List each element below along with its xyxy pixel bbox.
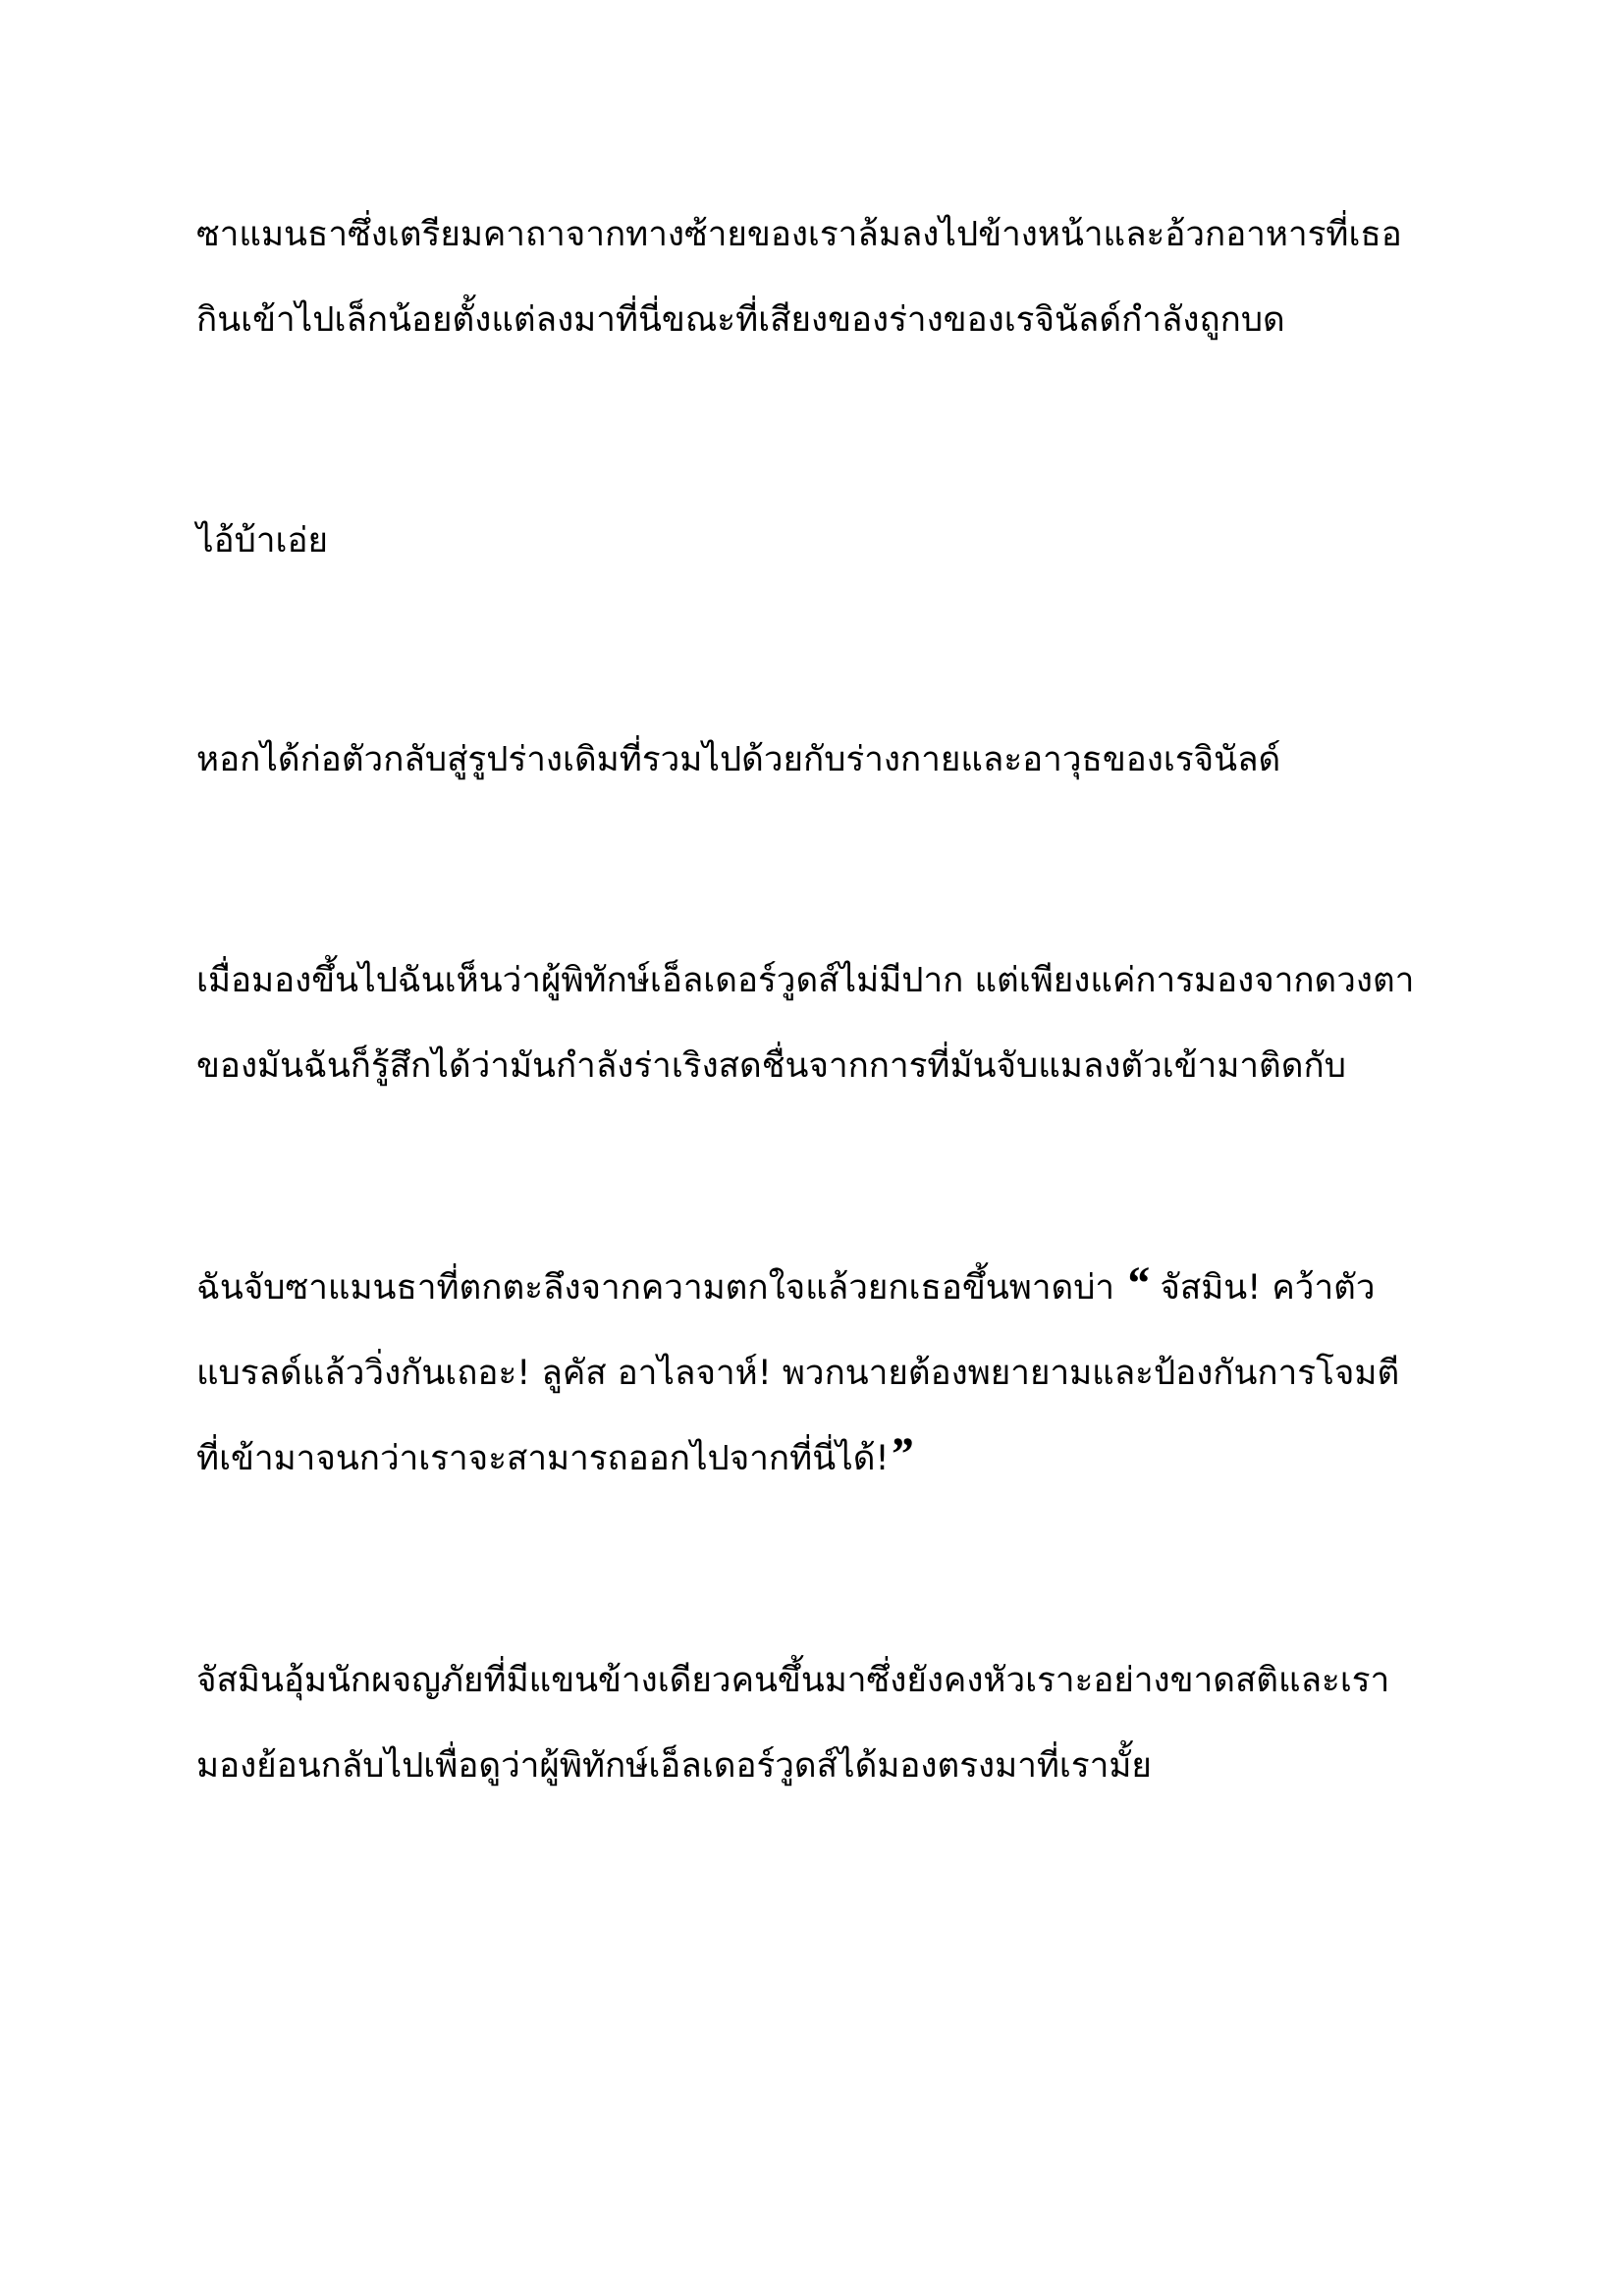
open-quote: “: [1125, 1257, 1150, 1309]
paragraph-1-line-1: ซาแมนธาซึ่งเตรียมคาถาจากทางซ้ายของเราล้มลงไปข้างหน้าและอ้วกอาหารที่เธอ: [196, 215, 1402, 254]
paragraph-5-line-1-text: ฉันจับซาแมนธาที่ตกตะลึงจากความตกใจแล้วยกเธอขึ้นพาดบ่า: [196, 1268, 1115, 1308]
paragraph-4-line-2: ของมันฉันก็รู้สึกได้ว่ามันกำลังร่าเริงสดชื่นจากการที่มันจับแมลงตัวเข้ามาติดกับ: [196, 1046, 1346, 1086]
paragraph-4-line-1: เมื่อมองขึ้นไปฉันเห็นว่าผู้พิทักษ์เอ็ลเดอร์วูดส์ไม่มีปาก แต่เพียงแค่การมองจากดวงตา: [196, 961, 1415, 1000]
paragraph-6-line-1: จัสมินอุ้มนักผจญภัยที่มีแขนข้างเดียวคนขึ้นมาซึ่งยังคงหัวเราะอย่างขาดสติและเรา: [196, 1661, 1390, 1700]
paragraph-5-line-1-quote-text: จัสมิน! คว้าตัว: [1160, 1268, 1376, 1308]
paragraph-5-line-3: [196, 1429, 913, 1488]
paragraph-3-line-1: หอกได้ก่อตัวกลับสู่รูปร่างเดิมที่รวมไปด้วยกับร่างกายและอาวุธของเรจินัลด์: [196, 740, 1281, 779]
paragraph-1-line-2: กินเข้าไปเล็กน้อยตั้งแต่ลงมาที่นี่ขณะที่เสียงของร่างของเรจินัลด์กำลังถูกบด: [196, 300, 1285, 340]
paragraph-2-line-1: ไอ้บ้าเอ่ย: [196, 521, 328, 561]
paragraph-5-line-3-text: ที่เข้ามาจนกว่าเราจะสามารถออกไปจากที่นี่ได้!: [196, 1439, 890, 1478]
paragraph-6-line-2: มองย้อนกลับไปเพื่อดูว่าผู้พิทักษ์เอ็ลเดอร์วูดส์ได้มองตรงมาที่เรามั้ย: [196, 1746, 1152, 1786]
close-quote: ”: [889, 1428, 913, 1480]
paragraph-5-line-1: [196, 1258, 1376, 1317]
paragraph-5-line-2: แบรลด์แล้ววิ่งกันเถอะ! ลูคัส อาไลจาห์! พวกนายต้องพยายามและป้องกันการโจมตี: [196, 1354, 1400, 1393]
